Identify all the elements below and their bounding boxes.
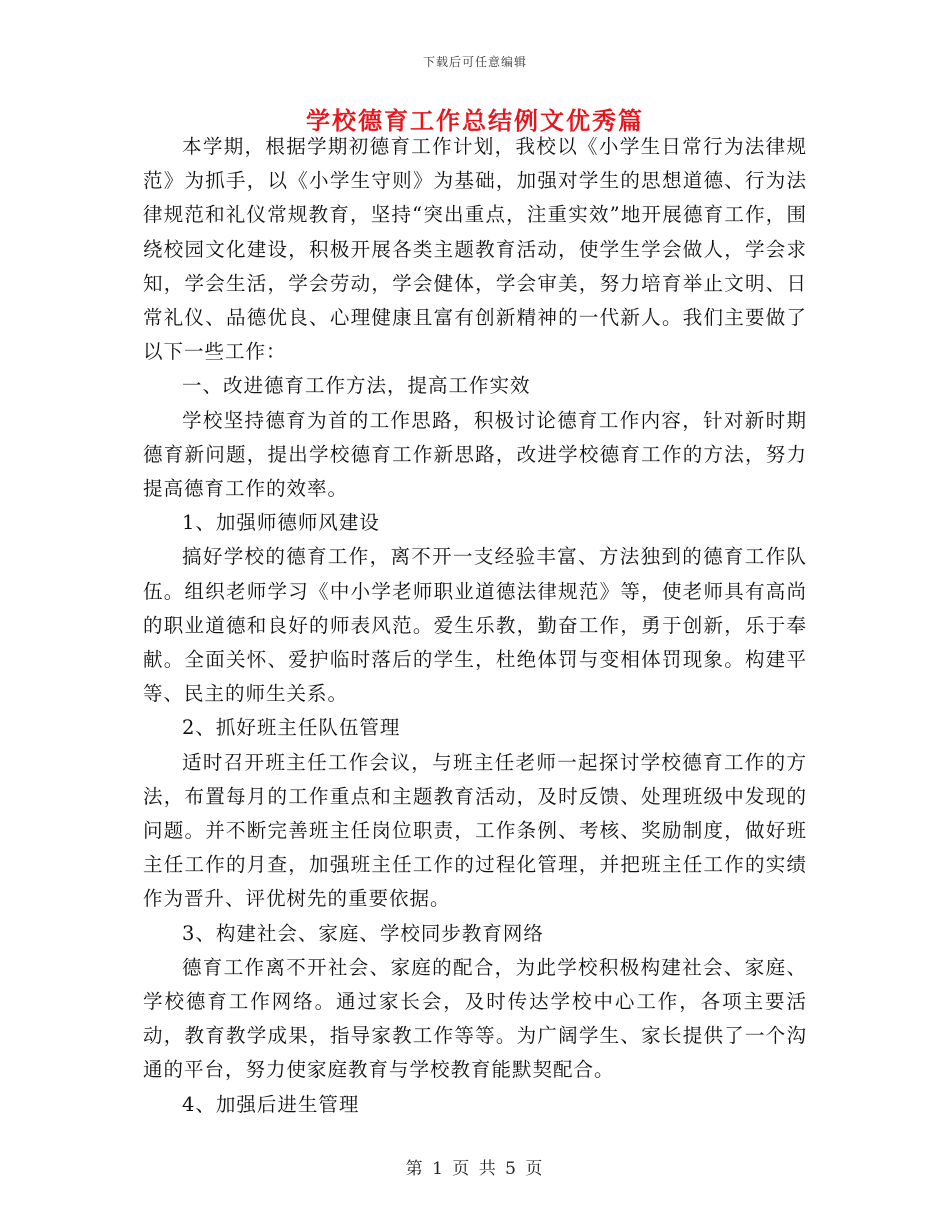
subheading-2: 2、抓好班主任队伍管理 [182, 716, 401, 740]
subheading-1: 1、加强师德师风建设 [182, 511, 380, 535]
page-footer: 第 1 页 共 5 页 [405, 1159, 545, 1179]
subheading-3: 3、构建社会、家庭、学校同步教育网络 [182, 921, 544, 945]
paragraph-subsection-3: 德育工作离不开社会、家庭的配合，为此学校积极构建社会、家庭、学校德育工作网络。通过家长会，及时传达学校中心工作，各项主要活动，教育教学成果，指导家教工作等等。为广阔学生、家长提供了一个沟通的平台，努力使家庭教育与学校教育能默契配合。 [143, 955, 807, 1082]
subheading-4: 4、加强后进生管理 [182, 1092, 360, 1116]
section-heading-1: 一、改进德育工作方法，提高工作实效 [182, 374, 531, 398]
paragraph-intro: 本学期，根据学期初德育工作计划，我校以《小学生日常行为法律规范》为抓手，以《小学生守则》为基础，加强对学生的思想道德、行为法律规范和礼仪常规教育，坚持“突出重点，注重实效”地开展德育工作，围绕校园文化建设，积极开展各类主题教育活动，使学生学会做人，学会求知，学会生活，学会劳动，学会健体，学会审美，努力培育举止文明、日常礼仪、品德优良、心理健康且富有创新精神的一代新人。我们主要做了以下一些工作： [143, 135, 807, 364]
document-title: 学校德育工作总结例文优秀篇 [306, 106, 644, 135]
paragraph-section-1: 学校坚持德育为首的工作思路，积极讨论德育工作内容，针对新时期德育新问题，提出学校德育工作新思路，改进学校德育工作的方法，努力提高德育工作的效率。 [143, 408, 807, 501]
header-note: 下载后可任意编辑 [422, 55, 527, 69]
document-body [143, 130, 807, 1122]
paragraph-subsection-2: 适时召开班主任工作会议，与班主任老师一起探讨学校德育工作的方法，布置每月的工作重点和主题教育活动，及时反馈、处理班级中发现的问题。并不断完善班主任岗位职责，工作条例、考核、奖励制度，做好班主任工作的月查，加强班主任工作的过程化管理，并把班主任工作的实绩作为晋升、评优树先的重要依据。 [143, 750, 807, 911]
paragraph-subsection-1: 搞好学校的德育工作，离不开一支经验丰富、方法独到的德育工作队伍。组织老师学习《中小学老师职业道德法律规范》等，使老师具有高尚的职业道德和良好的师表风范。爱生乐教，勤奋工作，勇于创新，乐于奉献。全面关怀、爱护临时落后的学生，杜绝体罚与变相体罚现象。构建平等、民主的师生关系。 [143, 545, 807, 706]
